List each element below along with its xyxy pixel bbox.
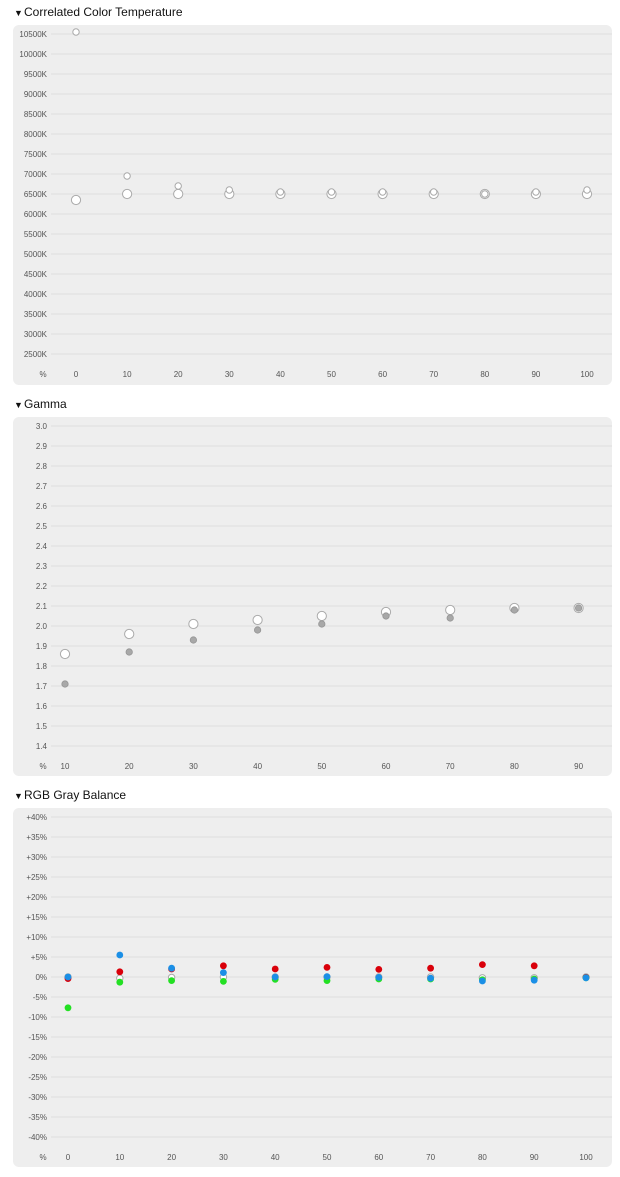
x-tick-label: 70 (426, 1153, 436, 1162)
data-point-filled-gray (190, 637, 196, 643)
y-tick-label: +10% (26, 933, 47, 942)
y-tick-label: +40% (26, 813, 47, 822)
x-tick-label: 90 (529, 1153, 539, 1162)
y-tick-label: 1.7 (35, 682, 47, 691)
data-point-hollow-small (73, 29, 79, 35)
data-point-filled-green (168, 977, 175, 984)
data-point-hollow-large (317, 611, 326, 620)
data-point-hollow-small (533, 189, 539, 195)
x-tick-label: 90 (574, 762, 584, 771)
y-tick-label: 2.9 (35, 442, 47, 451)
data-point-filled-gray (126, 649, 132, 655)
data-point-filled-gray (319, 621, 325, 627)
data-point-filled-blue (375, 974, 382, 981)
y-tick-label: -5% (32, 993, 47, 1002)
y-tick-label: 6500K (23, 190, 47, 199)
data-point-filled-green (116, 979, 123, 986)
data-point-filled-red (116, 968, 123, 975)
x-tick-label: 30 (218, 1153, 228, 1162)
y-tick-label: -10% (28, 1013, 47, 1022)
gamma-section-title: Gamma (24, 397, 67, 411)
data-point-hollow-large (125, 629, 134, 638)
data-point-hollow-large (123, 189, 132, 198)
x-tick-label: 40 (253, 762, 263, 771)
collapse-triangle-icon: ▼ (14, 400, 23, 410)
y-tick-label: 1.5 (35, 722, 47, 731)
y-tick-label: 2.4 (35, 542, 47, 551)
y-tick-label: 7000K (23, 170, 47, 179)
x-tick-label: 80 (477, 1153, 487, 1162)
data-point-hollow-small (328, 189, 334, 195)
data-point-filled-gray (575, 605, 581, 611)
data-point-hollow-large (189, 619, 198, 628)
x-tick-label: 30 (224, 370, 234, 379)
x-axis-label: % (39, 370, 47, 379)
data-point-filled-blue (65, 974, 72, 981)
y-tick-label: -40% (28, 1133, 47, 1142)
y-tick-label: 10500K (19, 30, 47, 39)
y-tick-label: 9000K (23, 90, 47, 99)
data-point-hollow-small (584, 187, 590, 193)
y-tick-label: -35% (28, 1113, 47, 1122)
y-tick-label: 5500K (23, 230, 47, 239)
y-tick-label: 7500K (23, 150, 47, 159)
x-tick-label: 50 (317, 762, 327, 771)
x-tick-label: 0 (65, 1153, 71, 1162)
rgb-balance-chart (13, 808, 612, 1167)
y-tick-label: 2.7 (35, 482, 47, 491)
y-tick-label: +15% (26, 913, 47, 922)
x-tick-label: 10 (115, 1153, 125, 1162)
x-tick-label: 20 (167, 1153, 177, 1162)
x-tick-label: 60 (378, 370, 388, 379)
data-point-filled-blue (168, 965, 175, 972)
collapse-triangle-icon: ▼ (14, 8, 23, 18)
data-point-hollow-small (124, 173, 130, 179)
data-point-filled-gray (447, 615, 453, 621)
y-tick-label: 2.6 (35, 502, 47, 511)
data-point-filled-gray (511, 607, 517, 613)
x-tick-label: 40 (270, 1153, 280, 1162)
data-point-hollow-large (253, 615, 262, 624)
rgb-section-toggle[interactable] (14, 786, 126, 804)
x-axis-label: % (39, 762, 47, 771)
data-point-filled-red (375, 966, 382, 973)
data-point-filled-blue (427, 975, 434, 982)
x-tick-label: 40 (275, 370, 285, 379)
x-tick-label: 60 (374, 1153, 384, 1162)
y-tick-label: 1.6 (35, 702, 47, 711)
y-tick-label: +30% (26, 853, 47, 862)
gamma-section-toggle[interactable] (14, 395, 67, 413)
gamma-chart-panel (13, 417, 612, 776)
cct-section-toggle[interactable] (14, 3, 183, 21)
x-tick-label: 10 (122, 370, 132, 379)
y-tick-label: +5% (30, 953, 47, 962)
x-tick-label: 100 (580, 370, 594, 379)
x-tick-label: 90 (531, 370, 541, 379)
y-tick-label: -15% (28, 1033, 47, 1042)
y-tick-label: 4000K (23, 290, 47, 299)
y-tick-label: 5000K (23, 250, 47, 259)
x-tick-label: 100 (579, 1153, 593, 1162)
data-point-filled-red (220, 962, 227, 969)
data-point-filled-blue (324, 973, 331, 980)
y-tick-label: 8000K (23, 130, 47, 139)
x-tick-label: 70 (445, 762, 455, 771)
x-tick-label: 70 (429, 370, 439, 379)
x-tick-label: 50 (327, 370, 336, 379)
data-point-filled-blue (479, 978, 486, 985)
y-tick-label: 2.3 (35, 562, 47, 571)
y-tick-label: 2.1 (35, 602, 47, 611)
data-point-filled-red (427, 965, 434, 972)
y-tick-label: 3.0 (35, 422, 47, 431)
y-tick-label: 3500K (23, 310, 47, 319)
data-point-filled-blue (531, 977, 538, 984)
data-point-filled-red (479, 961, 486, 968)
rgb-section-title: RGB Gray Balance (24, 788, 127, 802)
y-tick-label: 9500K (23, 70, 47, 79)
data-point-filled-gray (62, 681, 68, 687)
gamma-chart (13, 417, 612, 776)
rgb-chart-panel (13, 808, 612, 1167)
data-point-filled-red (531, 962, 538, 969)
y-tick-label: +20% (26, 893, 47, 902)
data-point-hollow-small (277, 189, 283, 195)
cct-section-title: Correlated Color Temperature (24, 5, 183, 19)
x-tick-label: 30 (188, 762, 198, 771)
data-point-filled-blue (220, 969, 227, 976)
y-tick-label: -30% (28, 1093, 47, 1102)
data-point-hollow-small (482, 191, 488, 197)
data-point-hollow-large (60, 649, 69, 658)
data-point-filled-blue (116, 952, 123, 959)
data-point-hollow-large (446, 605, 455, 614)
y-tick-label: 2500K (23, 350, 47, 359)
x-tick-label: 20 (173, 370, 183, 379)
data-point-hollow-small (431, 189, 437, 195)
x-tick-label: 80 (509, 762, 519, 771)
data-point-hollow-small (175, 183, 181, 189)
data-point-hollow-small (379, 189, 385, 195)
x-tick-label: 20 (124, 762, 134, 771)
y-tick-label: 1.4 (35, 742, 47, 751)
collapse-triangle-icon: ▼ (14, 791, 23, 801)
y-tick-label: +35% (26, 833, 47, 842)
y-tick-label: 8500K (23, 110, 47, 119)
x-tick-label: 50 (322, 1153, 332, 1162)
x-tick-label: 0 (73, 370, 79, 379)
y-tick-label: -20% (28, 1053, 47, 1062)
data-point-filled-gray (383, 613, 389, 619)
y-tick-label: 10000K (19, 50, 47, 59)
y-tick-label: 3000K (23, 330, 47, 339)
x-axis-label: % (39, 1153, 47, 1162)
y-tick-label: 2.8 (35, 462, 47, 471)
y-tick-label: 1.8 (35, 662, 47, 671)
x-tick-label: 10 (60, 762, 70, 771)
data-point-filled-blue (583, 974, 590, 981)
data-point-hollow-small (226, 187, 232, 193)
data-point-hollow-large (174, 189, 183, 198)
cct-chart (13, 25, 612, 385)
x-tick-label: 80 (480, 370, 490, 379)
data-point-filled-green (220, 978, 227, 985)
y-tick-label: 2.0 (35, 622, 47, 631)
y-tick-label: 2.2 (35, 582, 47, 591)
data-point-filled-red (324, 964, 331, 971)
y-tick-label: 2.5 (35, 522, 47, 531)
x-tick-label: 60 (381, 762, 391, 771)
y-tick-label: 6000K (23, 210, 47, 219)
data-point-filled-green (65, 1004, 72, 1011)
data-point-hollow-large (71, 195, 80, 204)
y-tick-label: -25% (28, 1073, 47, 1082)
data-point-filled-red (272, 966, 279, 973)
cct-chart-panel (13, 25, 612, 385)
y-tick-label: +25% (26, 873, 47, 882)
y-tick-label: 0% (35, 973, 47, 982)
data-point-filled-gray (254, 627, 260, 633)
y-tick-label: 1.9 (35, 642, 47, 651)
y-tick-label: 4500K (23, 270, 47, 279)
data-point-filled-blue (272, 974, 279, 981)
